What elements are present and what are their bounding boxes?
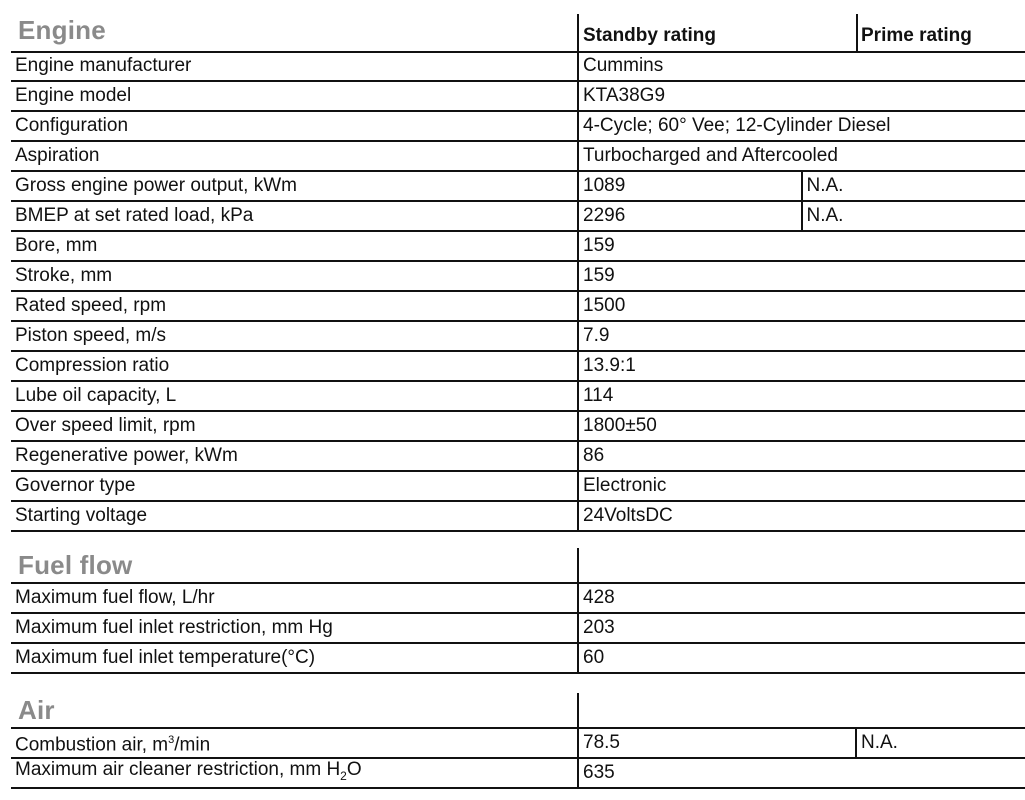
table-row xyxy=(11,261,1025,291)
table-row xyxy=(11,141,1025,171)
prime-rating-header: Prime rating xyxy=(861,25,972,46)
row-label: Rated speed, rpm xyxy=(11,291,578,321)
air-section-title: Air xyxy=(18,695,55,725)
prime-value: N.A. xyxy=(802,171,1025,201)
standby-value: 203 xyxy=(578,613,1025,643)
engine-table xyxy=(11,52,1025,532)
standby-rating-header: Standby rating xyxy=(583,25,717,46)
fuel-section-title: Fuel flow xyxy=(18,550,133,580)
row-label: Starting voltage xyxy=(11,501,578,531)
row-label: Bore, mm xyxy=(11,231,578,261)
standby-value: 13.9:1 xyxy=(578,351,1025,381)
row-label: Configuration xyxy=(11,111,578,141)
standby-value: Turbocharged and Aftercooled xyxy=(578,141,1025,171)
table-row xyxy=(11,441,1025,471)
air-table xyxy=(11,729,1025,789)
table-row xyxy=(11,411,1025,441)
table-row xyxy=(11,758,1025,788)
table-row xyxy=(11,321,1025,351)
standby-value: 114 xyxy=(578,381,1025,411)
standby-value: 78.5 xyxy=(578,729,856,758)
row-label: Gross engine power output, kWm xyxy=(11,171,578,201)
row-label: Regenerative power, kWm xyxy=(11,441,578,471)
row-label: Piston speed, m/s xyxy=(11,321,578,351)
standby-value: 159 xyxy=(578,261,1025,291)
table-row xyxy=(11,501,1025,531)
table-row xyxy=(11,231,1025,261)
standby-value: 1800±50 xyxy=(578,411,1025,441)
air-section-header xyxy=(11,693,1025,729)
row-label: Maximum fuel inlet temperature(°C) xyxy=(11,643,578,673)
row-label: Maximum air cleaner restriction, mm $H_2O$ xyxy=(11,758,578,788)
standby-value: Electronic xyxy=(578,471,1025,501)
standby-value: 159 xyxy=(578,231,1025,261)
table-row xyxy=(11,201,1025,231)
standby-value: 1089 xyxy=(578,171,802,201)
prime-value: N.A. xyxy=(856,729,1025,758)
standby-value: 86 xyxy=(578,441,1025,471)
table-row xyxy=(11,171,1025,201)
row-label: BMEP at set rated load, kPa xyxy=(11,201,578,231)
row-label: Engine manufacturer xyxy=(11,52,578,81)
standby-value: KTA38G9 xyxy=(578,81,1025,111)
standby-value: Cummins xyxy=(578,52,1025,81)
row-label: Lube oil capacity, L xyxy=(11,381,578,411)
table-row xyxy=(11,81,1025,111)
standby-value: 7.9 xyxy=(578,321,1025,351)
fuel-section-header xyxy=(11,548,1025,584)
standby-value: 428 xyxy=(578,584,1025,613)
table-row xyxy=(11,643,1025,673)
table-row xyxy=(11,729,1025,758)
prime-value: N.A. xyxy=(802,201,1025,231)
standby-value: 1500 xyxy=(578,291,1025,321)
row-label: Engine model xyxy=(11,81,578,111)
table-row xyxy=(11,111,1025,141)
row-label: Stroke, mm xyxy=(11,261,578,291)
engine-section-title: Engine xyxy=(18,15,106,45)
table-row xyxy=(11,471,1025,501)
table-row xyxy=(11,613,1025,643)
table-row xyxy=(11,351,1025,381)
row-label: Compression ratio xyxy=(11,351,578,381)
row-label: Combustion air, $m^3/\min$ xyxy=(11,729,578,758)
standby-value: 60 xyxy=(578,643,1025,673)
fuel-table xyxy=(11,584,1025,674)
engine-section-header xyxy=(11,14,1025,52)
row-label: Governor type xyxy=(11,471,578,501)
row-label: Maximum fuel flow, L/hr xyxy=(11,584,578,613)
row-label: Maximum fuel inlet restriction, mm Hg xyxy=(11,613,578,643)
table-row xyxy=(11,291,1025,321)
standby-value: 4-Cycle; 60° Vee; 12-Cylinder Diesel xyxy=(578,111,1025,141)
standby-value: 635 xyxy=(578,758,1025,788)
standby-value: 24VoltsDC xyxy=(578,501,1025,531)
table-row xyxy=(11,381,1025,411)
table-row xyxy=(11,584,1025,613)
row-label: Aspiration xyxy=(11,141,578,171)
standby-value: 2296 xyxy=(578,201,802,231)
row-label: Over speed limit, rpm xyxy=(11,411,578,441)
table-row xyxy=(11,52,1025,81)
